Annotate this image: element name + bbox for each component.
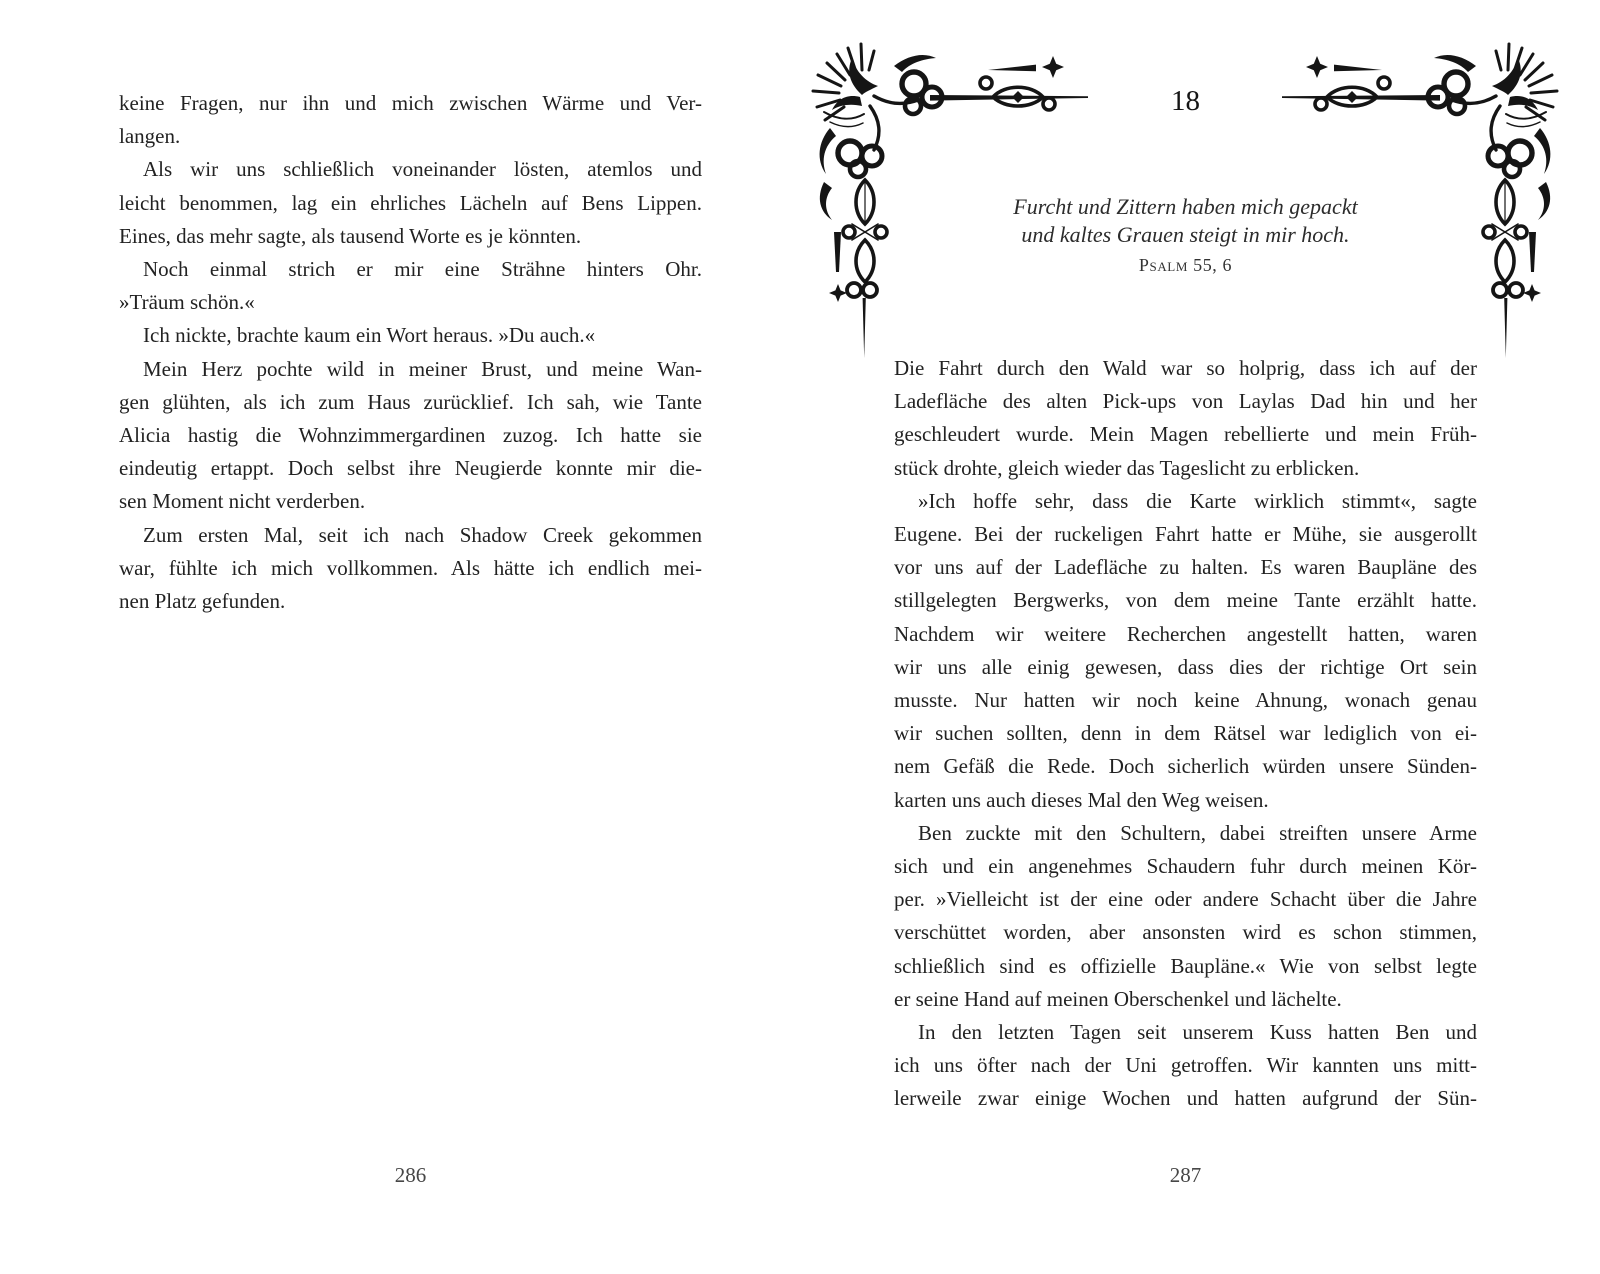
text-line: er seine Hand auf meinen Oberschenkel und lächelte. <box>894 986 1342 1011</box>
text-line: »Ich hoffe sehr, dass die Karte wirklich stimmt«, sagte <box>918 488 1477 513</box>
paragraph <box>119 519 702 619</box>
text-line: karten uns auch dieses Mal den Weg weisen. <box>894 787 1269 812</box>
text-line: Eugene. Bei der ruckeligen Fahrt hatte er Mühe, sie ausgerollt <box>894 522 1477 547</box>
text-line: war, fühlte ich mich vollkommen. Als hätte ich endlich mei- <box>119 555 702 580</box>
text-line: Ben zuckte mit den Schultern, dabei streiften unsere Arme <box>918 820 1477 845</box>
text-line: Als wir uns schließlich voneinander lösten, atemlos und <box>143 157 702 182</box>
text-line: nen Platz gefunden. <box>119 589 286 614</box>
epigraph-line-2: und kaltes Grauen steigt in mir hoch. <box>1021 222 1350 247</box>
paragraph <box>119 153 702 253</box>
text-line: vor uns auf der Ladefläche zu halten. Es waren Baupläne des <box>894 555 1477 580</box>
paragraph <box>894 485 1477 817</box>
text-line: schließlich sind es offizielle Baupläne.« Wie von selbst legte <box>894 953 1477 978</box>
text-line: nem Gefäß die Rede. Doch sicherlich würden unsere Sünden- <box>894 754 1477 779</box>
text-line: wir uns alle einig gewesen, dass dies der richtige Ort sein <box>894 654 1477 679</box>
text-line: geschleudert wurde. Mein Magen rebellierte und mein Früh- <box>894 422 1477 447</box>
corner-flourish-icon <box>790 0 1090 360</box>
paragraph <box>894 1016 1477 1116</box>
chapter-number: 18 <box>1171 85 1200 117</box>
text-line: Zum ersten Mal, seit ich nach Shadow Creek gekommen <box>143 522 702 547</box>
text-line: wir suchen sollten, denn in dem Rätsel war lediglich von ei- <box>894 721 1477 746</box>
text-line: leicht benommen, lag ein ehrliches Lächeln auf Bens Lippen. <box>119 190 702 215</box>
text-line: Alicia hastig die Wohnzimmergardinen zuzog. Ich hatte sie <box>119 423 702 448</box>
corner-flourish-mirrored-icon <box>1280 0 1580 360</box>
paragraph <box>119 353 702 519</box>
text-line: ich uns öfter nach der Uni getroffen. Wir kannten uns mitt- <box>894 1053 1477 1078</box>
epigraph-line-1: Furcht und Zittern haben mich gepackt <box>1013 194 1358 219</box>
text-line: Die Fahrt durch den Wald war so holprig, dass ich auf der <box>894 356 1477 380</box>
text-line: Noch einmal strich er mir eine Strähne hinters Ohr. <box>143 257 702 282</box>
text-line: stillgelegten Bergwerks, von dem meine Tante erzählt hatte. <box>894 588 1477 613</box>
paragraph <box>894 817 1477 1016</box>
text-line: musste. Nur hatten wir noch keine Ahnung, wonach genau <box>894 688 1477 713</box>
text-line: langen. <box>119 124 181 149</box>
text-line: sich und ein angenehmes Schaudern fuhr durch meinen Kör- <box>894 854 1477 879</box>
text-line: stück drohte, gleich wieder das Tageslicht zu erblicken. <box>894 455 1360 480</box>
text-line: Nachdem wir weitere Recherchen angestellt hatten, waren <box>894 621 1477 646</box>
text-line: lerweile zwar einige Wochen und hatten aufgrund der Sün- <box>894 1086 1477 1111</box>
text-line: verschüttet worden, aber ansonsten wird es schon stimmen, <box>894 920 1477 945</box>
epigraph-source: Psalm 55, 6 <box>1138 255 1233 275</box>
epigraph <box>894 193 1477 277</box>
text-line: Eines, das mehr sagte, als tausend Worte es je könnten. <box>119 223 582 248</box>
text-line: Ich nickte, brachte kaum ein Wort heraus. »Du auch.« <box>143 323 596 348</box>
text-line: Ladefläche des alten Pick-ups von Laylas Dad hin und her <box>894 389 1477 414</box>
text-line: keine Fragen, nur ihn und mich zwischen Wärme und Ver- <box>119 91 702 115</box>
paragraph <box>119 87 702 153</box>
text-line: per. »Vielleicht ist der eine oder andere Schacht über die Jahre <box>894 887 1477 912</box>
right-page-text <box>894 352 1477 1116</box>
text-line: sen Moment nicht verderben. <box>119 489 366 514</box>
text-line: »Träum schön.« <box>119 290 255 315</box>
text-line: gen glühten, als ich zum Haus zurücklief. Ich sah, wie Tante <box>119 389 702 414</box>
paragraph <box>119 253 702 319</box>
paragraph <box>894 352 1477 485</box>
left-page-number: 286 <box>394 1163 427 1187</box>
paragraph <box>119 319 702 352</box>
right-page-number: 287 <box>1169 1163 1202 1187</box>
text-line: Mein Herz pochte wild in meiner Brust, und meine Wan- <box>143 356 702 381</box>
text-line: In den letzten Tagen seit unserem Kuss hatten Ben und <box>918 1020 1477 1045</box>
text-line: eindeutig ertappt. Doch selbst ihre Neugierde konnte mir die- <box>119 456 702 481</box>
left-page-text <box>119 87 702 618</box>
